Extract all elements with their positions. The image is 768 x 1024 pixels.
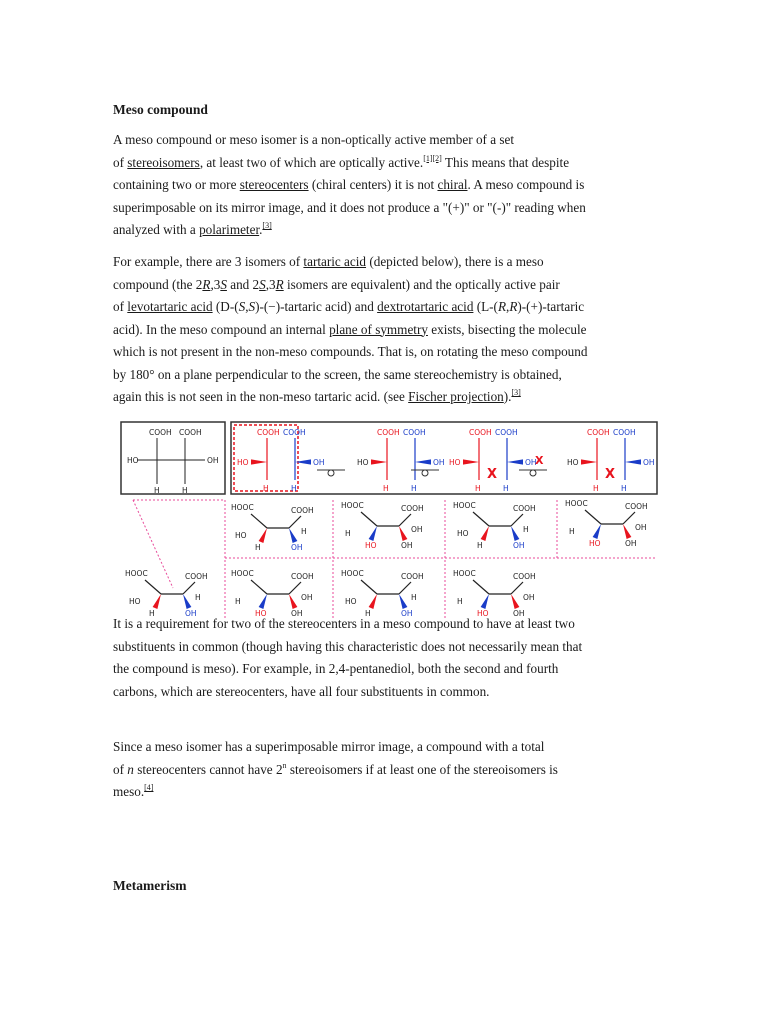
label-ho: HO [567, 458, 579, 467]
link-chiral[interactable]: chiral [437, 177, 468, 192]
link-S-descriptor[interactable] [259, 277, 266, 292]
bond-line [473, 512, 489, 526]
line [113, 152, 658, 175]
label-h: H [195, 593, 201, 602]
label-oh: OH [291, 543, 303, 552]
line: A meso compound or meso isomer is a non-optically active member of a set [113, 132, 515, 147]
text: For example, there are 3 isomers of [113, 254, 304, 269]
label-oh: OH [643, 458, 655, 467]
wedge-bond [259, 594, 267, 609]
bond-line [183, 582, 195, 594]
label-ho: HO [127, 456, 139, 465]
line [113, 274, 658, 297]
line [113, 174, 658, 197]
bond-line [251, 580, 267, 594]
label-oh: OH [513, 609, 525, 618]
tartaric-acid-isomers-figure [113, 418, 659, 626]
label-h: H [523, 525, 529, 534]
label-h: H [383, 484, 389, 493]
paragraph-meso-requirement [113, 613, 658, 703]
bond-line [361, 580, 377, 594]
text: )-(−)-tartaric acid) and [255, 299, 378, 314]
paragraph-meso-definition [113, 129, 658, 242]
label-oh: OH [525, 458, 537, 467]
label-cooh: COOH [587, 428, 610, 437]
label-oh: OH [185, 609, 197, 618]
label-h: H [503, 484, 509, 493]
bond-line [473, 580, 489, 594]
line [113, 759, 658, 782]
citation-link[interactable]: [3] [511, 388, 521, 397]
text: meso. [113, 784, 145, 799]
wedge-bond [369, 526, 377, 541]
text: . [259, 222, 263, 237]
wedge-bond [153, 594, 161, 609]
line: by 180° on a plane perpendicular to the screen, the same stereochemistry is obtained, [113, 366, 562, 382]
text: , at least two of which are optically active. [199, 154, 424, 170]
text: , [245, 299, 249, 314]
text: R [202, 276, 211, 292]
label-oh: OH [207, 456, 219, 465]
label-cooh: COOH [377, 428, 400, 437]
label-h: H [457, 597, 463, 606]
cross-mark: X [487, 467, 498, 482]
label-h: H [411, 593, 417, 602]
text: (D-( [212, 299, 239, 314]
link-R-descriptor[interactable] [276, 277, 284, 292]
wedge-bond [623, 524, 631, 539]
label-h: H [569, 527, 575, 536]
line: Since a meso isomer has a superimposable mirror image, a compound with a total [113, 739, 545, 754]
link-dextrotartaric-acid[interactable]: dextrotartaric acid [377, 299, 474, 314]
wedge-bond [511, 526, 519, 541]
line: the compound is meso). For example, in 2,4-pentanediol, both the second and fourth [113, 661, 559, 676]
text: (depicted below), there is a meso [366, 254, 544, 269]
label-h: H [182, 486, 188, 495]
link-S-descriptor[interactable] [220, 277, 227, 292]
line [113, 781, 658, 804]
text: R [509, 299, 518, 314]
label-cooh: COOH [495, 428, 518, 437]
label-cooh: COOH [185, 572, 208, 581]
label-cooh: COOH [469, 428, 492, 437]
label-h: H [593, 484, 599, 493]
wedge-bond [183, 594, 191, 609]
line [113, 296, 658, 319]
label-ho: HO [365, 541, 377, 550]
label-cooh: COOH [149, 428, 172, 437]
line [113, 386, 658, 409]
label-hooc: HOOC [453, 501, 476, 510]
text: containing two or more [113, 177, 240, 192]
text: isomers are equivalent) and the optically active pair [283, 276, 560, 292]
label-cooh: COOH [401, 504, 424, 513]
link-levotartaric-acid[interactable]: levotartaric acid [127, 299, 213, 314]
citation-link[interactable]: [4] [144, 783, 154, 792]
line: It is a requirement for two of the stereocenters in a meso compound to have at least two [113, 616, 575, 631]
bond-line [399, 514, 411, 526]
text: of [113, 299, 128, 314]
label-oh: OH [291, 609, 303, 618]
citation-link[interactable]: [3] [262, 221, 272, 230]
text: ,3 [265, 276, 276, 292]
label-h: HO [457, 529, 469, 538]
label-ho: H [365, 609, 371, 618]
link-stereoisomers[interactable]: stereoisomers [127, 154, 200, 170]
label-h: H [411, 484, 417, 493]
label-hooc: HOOC [341, 501, 364, 510]
text: S [238, 299, 246, 314]
label-oh: OH [401, 541, 413, 550]
section-heading-metamerism: Metamerism [113, 878, 187, 893]
label-h: H [345, 529, 351, 538]
wedge-bond [369, 594, 377, 609]
line: substituents in common (though having this characteristic does not necessarily mean that [113, 638, 583, 654]
line [113, 319, 658, 342]
label-ho: HO [255, 609, 267, 618]
text: S [259, 276, 266, 292]
label-oh: OH [433, 458, 445, 467]
text: ). [503, 389, 512, 404]
cross-mark: X [605, 467, 616, 482]
label-cooh: COOH [403, 428, 426, 437]
label-ho: H [255, 543, 261, 552]
line [113, 219, 658, 242]
link-stereocenters[interactable]: stereocenters [239, 177, 309, 192]
bond-line [361, 512, 377, 526]
label-h: H [235, 597, 241, 606]
bond-line [585, 510, 601, 524]
paragraph-tartaric-example [113, 251, 658, 409]
bond-line [289, 582, 301, 594]
text: of [113, 154, 128, 170]
label-ho: HO [477, 609, 489, 618]
label-cooh: COOH [179, 428, 202, 437]
label-h: OH [635, 523, 647, 532]
label-cooh: COOH [625, 502, 648, 511]
label-h: HO [129, 597, 141, 606]
label-cooh: COOH [613, 428, 636, 437]
label-h: H [263, 484, 269, 493]
text: This means that despite [441, 154, 570, 170]
text: , [506, 299, 510, 314]
label-ho: HO [449, 458, 461, 467]
bond-line [511, 582, 523, 594]
text: exists, bisecting the molecule [427, 321, 587, 337]
label-ho: HO [357, 458, 369, 467]
text: ,3 [210, 276, 221, 292]
label-ho: H [149, 609, 155, 618]
label-hooc: HOOC [231, 569, 254, 578]
citation-link[interactable]: [1] [423, 153, 433, 163]
wedge-bond [481, 594, 489, 609]
text: of [113, 761, 128, 777]
label-cooh: COOH [401, 572, 424, 581]
paragraph-meso-count [113, 736, 658, 804]
label-hooc: HOOC [453, 569, 476, 578]
text: R [275, 276, 284, 292]
label-cooh: COOH [257, 428, 280, 437]
cross-mark: X [535, 454, 544, 467]
label-h: HO [235, 531, 247, 540]
wedge-bond [289, 528, 297, 543]
label-ho: H [477, 541, 483, 550]
bond-line [251, 514, 267, 528]
text: acid). In the meso compound an internal [113, 321, 330, 337]
link-fischer-projection[interactable]: Fischer projection [408, 389, 504, 404]
line: superimposable on its mirror image, and it does not produce a "(+)" or "(-)" reading when [113, 199, 586, 215]
bond-line [623, 512, 635, 524]
label-h: OH [411, 525, 423, 534]
label-h: H [475, 484, 481, 493]
link-tartaric-acid[interactable]: tartaric acid [303, 254, 367, 269]
label-cooh: COOH [291, 572, 314, 581]
label-h: H [301, 527, 307, 536]
label-h: HO [345, 597, 357, 606]
text: R [497, 299, 507, 314]
label-h: OH [301, 593, 313, 602]
link-plane-of-symmetry[interactable]: plane of symmetry [329, 321, 428, 337]
bond-line [511, 514, 523, 526]
label-oh: OH [625, 539, 637, 548]
label-oh: OH [313, 458, 325, 467]
bond-line [289, 516, 301, 528]
line: which is not present in the non-meso compounds. That is, on rotating the meso compound [113, 344, 588, 359]
citation-link[interactable]: [2] [432, 153, 442, 163]
label-hooc: HOOC [231, 503, 254, 512]
label-cooh: COOH [283, 428, 306, 437]
label-cooh: COOH [291, 506, 314, 515]
text: n [282, 760, 287, 770]
text: S [248, 299, 256, 314]
label-oh: OH [401, 609, 413, 618]
label-h: H [621, 484, 627, 493]
label-ho: HO [237, 458, 249, 467]
label-hooc: HOOC [565, 499, 588, 508]
label-cooh: COOH [513, 572, 536, 581]
line: carbons, which are stereocenters, have all four substituents in common. [113, 683, 490, 699]
bond-line [145, 580, 161, 594]
wedge-bond [593, 524, 601, 539]
label-cooh: COOH [513, 504, 536, 513]
wedge-bond [481, 526, 489, 541]
wedge-bond [399, 594, 407, 609]
text: compound (the 2 [113, 276, 203, 292]
text: stereocenters cannot have 2 [133, 761, 283, 777]
text: (chiral centers) it is not [308, 177, 438, 192]
text: )-(+)-tartaric [517, 299, 585, 314]
text: n [127, 761, 134, 777]
text: analyzed with a [113, 222, 200, 237]
label-h: H [291, 484, 297, 493]
text: stereoisomers if at least one of the stereoisomers is [286, 761, 558, 777]
label-hooc: HOOC [341, 569, 364, 578]
text: again this is not seen in the non-meso tartaric acid. (see [113, 389, 409, 404]
text: (L-( [473, 299, 498, 314]
label-ho: HO [589, 539, 601, 548]
label-h: OH [523, 593, 535, 602]
wedge-bond [259, 528, 267, 543]
section-heading-meso: Meso compound [113, 102, 208, 117]
line [113, 251, 658, 274]
wedge-bond [289, 594, 297, 609]
text: and 2 [226, 276, 260, 292]
text: S [220, 276, 227, 292]
link-polarimeter[interactable]: polarimeter [199, 222, 260, 237]
wedge-bond [399, 526, 407, 541]
label-h: H [154, 486, 160, 495]
bond-line [399, 582, 411, 594]
label-hooc: HOOC [125, 569, 148, 578]
text: . A meso compound is [467, 177, 585, 192]
label-oh: OH [513, 541, 525, 550]
wedge-bond [511, 594, 519, 609]
